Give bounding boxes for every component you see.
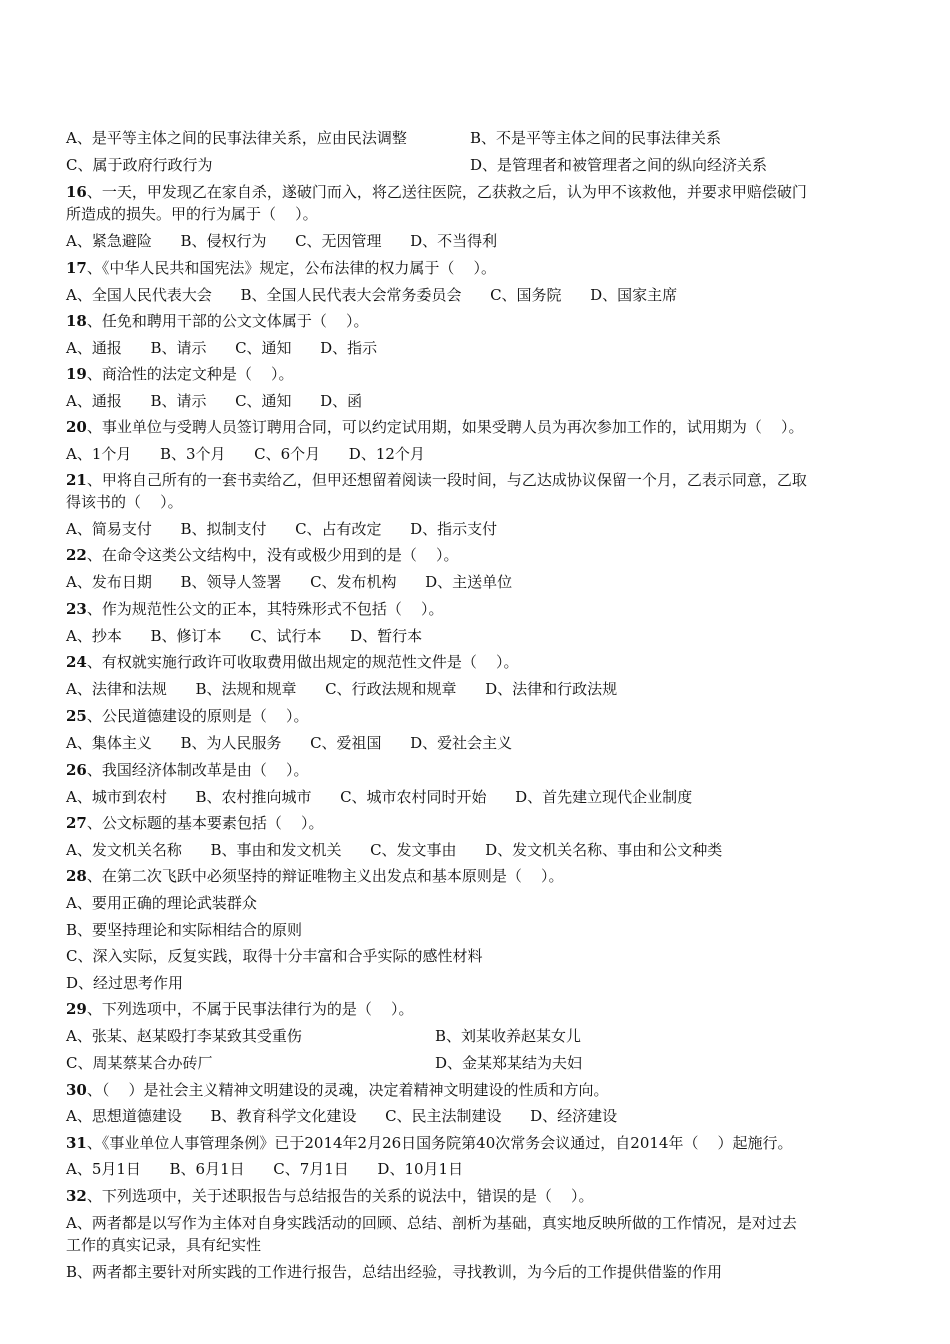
question-25-options: A、集体主义 B、为人民服务 C、爱祖国 D、爱社会主义 [66,734,513,752]
question-29-option-a: A、张某、赵某殴打李某致其受重伤 [66,1027,302,1045]
question-number: 32 [66,1187,87,1205]
question-text: 、下列选项中，不属于民事法律行为的是（ ）。 [86,1000,414,1018]
pre-option-c: C、属于政府行政行为 [66,156,213,174]
question-19 [66,364,293,384]
question-21-options: A、简易支付 B、拟制支付 C、占有改定 D、指示支付 [66,520,498,538]
question-23 [66,599,443,619]
question-25 [66,706,308,726]
question-28-option-b: B、要坚持理论和实际相结合的原则 [66,921,303,939]
question-22-options: A、发布日期 B、领导人签署 C、发布机构 D、主送单位 [66,573,513,591]
question-text: 、有权就实施行政许可收取费用做出规定的规范性文件是（ ）。 [86,653,519,671]
question-17-options: A、全国人民代表大会 B、全国人民代表大会常务委员会 C、国务院 D、国家主席 [66,286,678,304]
question-number: 27 [66,814,87,832]
question-number: 31 [66,1134,87,1152]
question-32-option-a-cont: 工作的真实记录，具有纪实性 [66,1236,262,1254]
question-18-options: A、通报 B、请示 C、通知 D、指示 [66,339,378,357]
question-21-cont: 得该书的（ ）。 [66,493,183,511]
question-number: 16 [66,183,87,201]
question-28-option-c: C、深入实际，反复实践，取得十分丰富和合乎实际的感性材料 [66,947,483,965]
question-20 [66,417,803,437]
question-29-option-c: C、周某蔡某合办砖厂 [66,1054,213,1072]
question-text: 、《中华人民共和国宪法》规定，公布法律的权力属于（ ）。 [86,259,496,277]
question-number: 25 [66,707,87,725]
question-29 [66,999,413,1019]
question-text: 、一天，甲发现乙在家自杀，遂破门而入，将乙送往医院，乙获救之后，认为甲不该救他，并要求甲赔偿破门 [86,183,807,201]
question-23-options: A、抄本 B、修订本 C、试行本 D、暂行本 [66,627,423,645]
question-27 [66,813,323,833]
question-number: 20 [66,418,87,436]
question-number: 24 [66,653,87,671]
pre-option-b: B、不是平等主体之间的民事法律关系 [470,129,722,147]
question-16-options: A、紧急避险 B、侵权行为 C、无因管理 D、不当得利 [66,232,498,250]
question-22 [66,545,458,565]
question-19-options: A、通报 B、请示 C、通知 D、函 [66,392,363,410]
question-number: 22 [66,546,87,564]
question-28-option-d: D、经过思考作用 [66,974,184,992]
question-29-option-d: D、金某郑某结为夫妇 [435,1054,583,1072]
question-number: 21 [66,471,87,489]
question-text: 、公民道德建设的原则是（ ）。 [86,707,309,725]
question-number: 30 [66,1081,87,1099]
question-32-option-a: A、两者都是以写作为主体对自身实践活动的回顾、总结、剖析为基础，真实地反映所做的工作情况，是对过去 [66,1214,797,1232]
question-number: 19 [66,365,87,383]
question-text: 、作为规范性公文的正本，其特殊形式不包括（ ）。 [86,600,444,618]
question-text: 、商洽性的法定文种是（ ）。 [86,365,294,383]
question-17 [66,258,496,278]
question-text: 、在命令这类公文结构中，没有或极少用到的是（ ）。 [86,546,459,564]
question-20-options: A、1个月 B、3个月 C、6个月 D、12个月 [66,445,425,463]
question-16 [66,182,807,202]
question-27-options: A、发文机关名称 B、事由和发文机关 C、发文事由 D、发文机关名称、事由和公文种类 [66,841,723,859]
question-29-option-b: B、刘某收养赵某女儿 [435,1027,582,1045]
question-24-options: A、法律和法规 B、法规和规章 C、行政法规和规章 D、法律和行政法规 [66,680,618,698]
question-28-option-a: A、要用正确的理论武装群众 [66,894,257,912]
question-32 [66,1186,593,1206]
pre-option-a: A、是平等主体之间的民事法律关系，应由民法调整 [66,129,407,147]
question-26-options: A、城市到农村 B、农村推向城市 C、城市农村同时开始 D、首先建立现代企业制度 [66,788,693,806]
question-18 [66,311,368,331]
question-32-option-b: B、两者都主要针对所实践的工作进行报告，总结出经验，寻找教训，为今后的工作提供借鉴的作用 [66,1263,723,1281]
question-text: 、在第二次飞跃中必须坚持的辩证唯物主义出发点和基本原则是（ ）。 [86,867,564,885]
question-30-options: A、思想道德建设 B、教育科学文化建设 C、民主法制建设 D、经济建设 [66,1107,618,1125]
question-24 [66,652,518,672]
question-text: 、（ ）是社会主义精神文明建设的灵魂，决定着精神文明建设的性质和方向。 [86,1081,609,1099]
question-text: 、我国经济体制改革是由（ ）。 [86,761,309,779]
question-number: 17 [66,259,87,277]
question-number: 18 [66,312,87,330]
pre-option-d: D、是管理者和被管理者之间的纵向经济关系 [470,156,768,174]
question-text: 、任免和聘用干部的公文文体属于（ ）。 [86,312,369,330]
question-number: 28 [66,867,87,885]
question-text: 、下列选项中，关于述职报告与总结报告的关系的说法中，错误的是（ ）。 [86,1187,594,1205]
question-text: 、公文标题的基本要素包括（ ）。 [86,814,324,832]
question-31 [66,1133,793,1153]
question-31-options: A、5月1日 B、6月1日 C、7月1日 D、10月1日 [66,1160,464,1178]
question-16-cont: 所造成的损失。甲的行为属于（ ）。 [66,205,318,223]
question-30 [66,1080,608,1100]
question-text: 、《事业单位人事管理条例》已于2014年2月26日国务院第40次常务会议通过，自2014年（ ）起施行。 [86,1134,793,1152]
question-26 [66,760,308,780]
question-number: 26 [66,761,87,779]
question-28 [66,866,563,886]
question-number: 23 [66,600,87,618]
question-21 [66,470,807,490]
question-text: 、甲将自己所有的一套书卖给乙，但甲还想留着阅读一段时间，与乙达成协议保留一个月，乙表示同意，乙取 [86,471,807,489]
question-text: 、事业单位与受聘人员签订聘用合同，可以约定试用期，如果受聘人员为再次参加工作的，试用期为（ ）。 [86,418,804,436]
question-number: 29 [66,1000,87,1018]
